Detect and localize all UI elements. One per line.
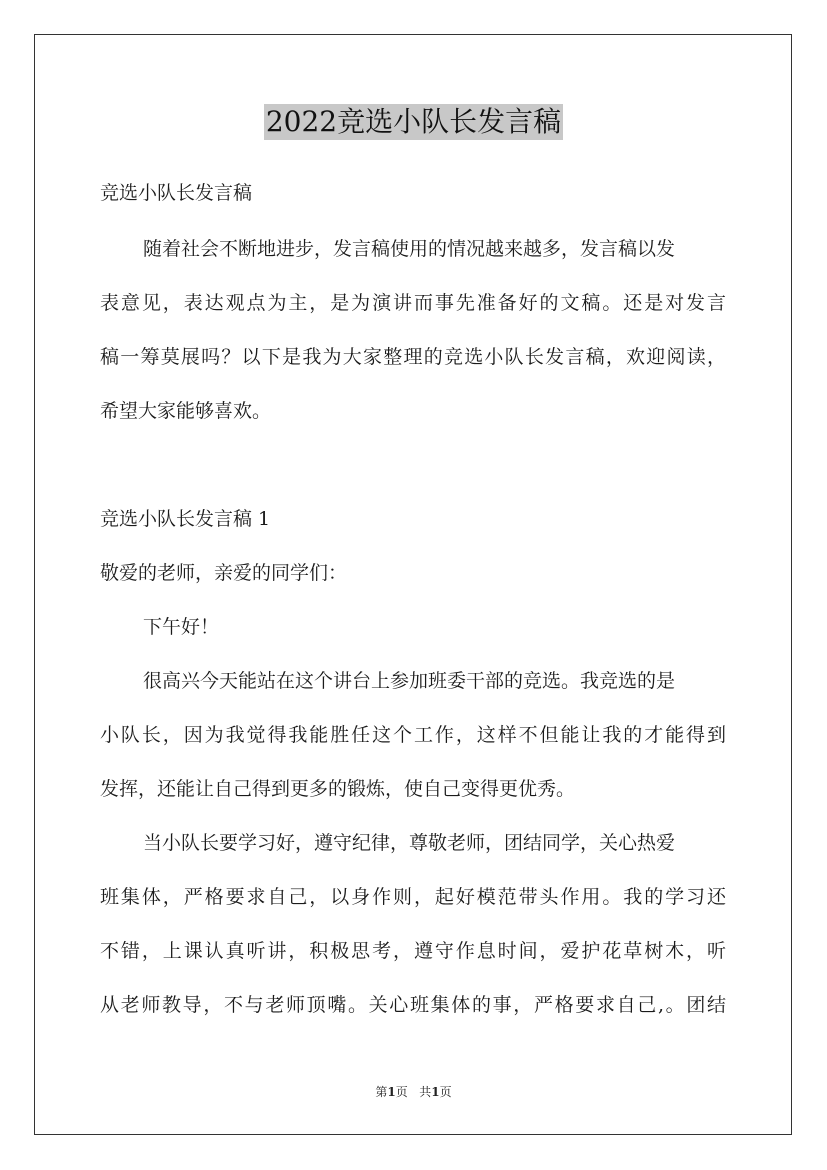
paragraph-line: 随着社会不断地进步，发言稿使用的情况越来越多，发言稿以发: [143, 238, 676, 260]
paragraph-line: 稿一筹莫展吗？以下是我为大家整理的竞选小队长发言稿，欢迎阅读，: [100, 346, 726, 368]
paragraph-line: 班集体，严格要求自己，以身作则，起好模范带头作用。我的学习还: [100, 886, 726, 908]
paragraph-line: 从老师教导，不与老师顶嘴。关心班集体的事，严格要求自己,。团结: [100, 994, 726, 1016]
paragraph-line: 不错，上课认真听讲，积极思考，遵守作息时间，爱护花草树木，听: [100, 940, 726, 962]
page-number: 1: [387, 1085, 396, 1099]
paragraph-line: 小队长，因为我觉得我能胜任这个工作，这样不但能让我的才能得到: [100, 724, 726, 746]
paragraph-line: 表意见，表达观点为主，是为演讲而事先准备好的文稿。还是对发言: [100, 292, 726, 314]
total-label-pre: 共: [419, 1085, 432, 1099]
page-label-pre: 第: [375, 1085, 388, 1099]
page-label-mid: 页: [395, 1085, 408, 1099]
paragraph-line: 发挥，还能让自己得到更多的锻炼，使自己变得更优秀。: [100, 778, 576, 800]
document-title: 2022竞选小队长发言稿: [265, 105, 562, 138]
subtitle-line: 竞选小队长发言稿: [100, 182, 253, 204]
page-footer: [0, 1084, 827, 1100]
paragraph-line: 当小队长要学习好，遵守纪律，尊敬老师，团结同学，关心热爱: [143, 832, 676, 854]
total-label-post: 页: [439, 1085, 452, 1099]
title-container: [0, 104, 827, 140]
section-heading: 竞选小队长发言稿 1: [100, 508, 271, 530]
paragraph-line: 很高兴今天能站在这个讲台上参加班委干部的竞选。我竞选的是: [143, 670, 676, 692]
salutation-line: 敬爱的老师，亲爱的同学们：: [100, 562, 348, 584]
greeting-line: 下午好！: [143, 616, 220, 638]
total-pages: 1: [431, 1085, 440, 1099]
paragraph-line: 希望大家能够喜欢。: [100, 400, 272, 422]
